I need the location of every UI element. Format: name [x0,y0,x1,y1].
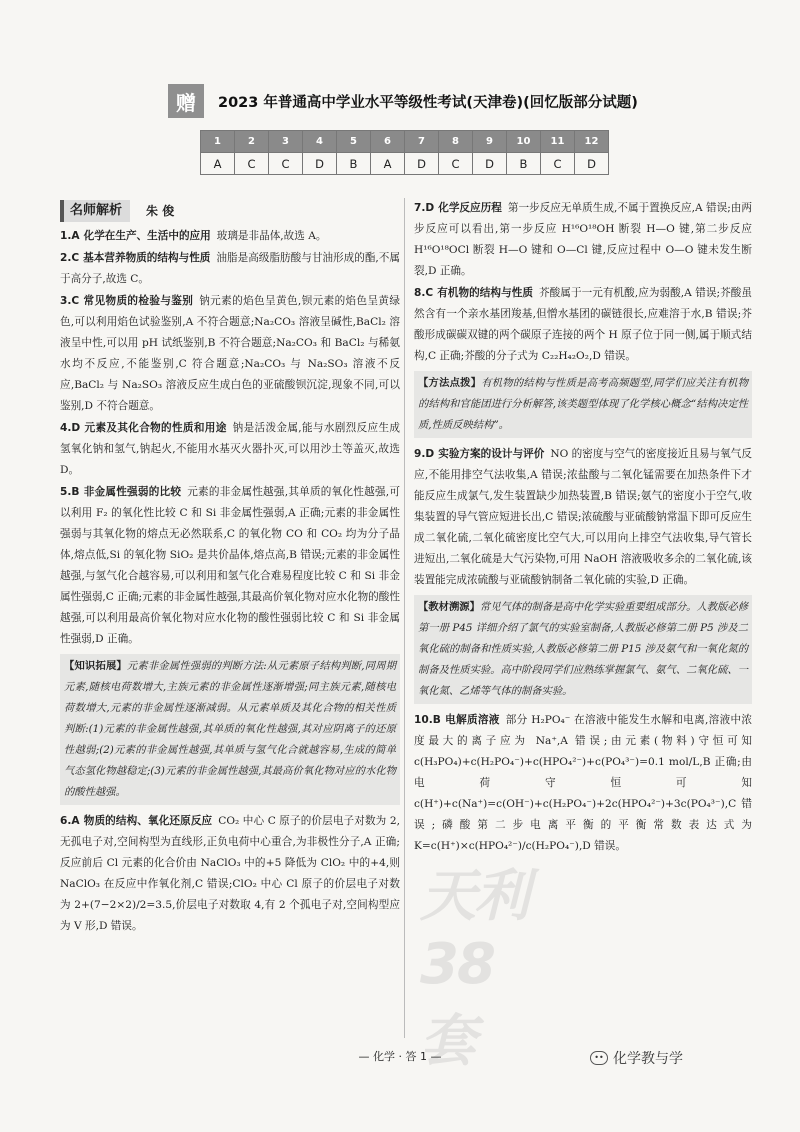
answer-letter: A [371,153,405,175]
item-number: 8.C [414,287,434,299]
page-header [168,84,648,118]
item-number: 1.A [60,230,80,242]
item-topic: 有机物的结构与性质 [437,287,534,299]
answer-explanation [60,418,400,481]
publisher-stamp-watermark: 天利38套 [420,864,528,1074]
answer-letter: D [303,153,337,175]
author-name: 朱 俊 [146,203,175,218]
item-topic: 基本营养物质的结构与性质 [83,252,211,264]
item-text: 钠元素的焰色呈黄色,钡元素的焰色呈黄绿色,可以利用焰色试验鉴别,A 不符合题意;Na₂CO₃ 溶液呈碱性,BaCl₂ 溶液呈中性,可以用 pH 试纸鉴别,B 不符合题意;Na₂CO₃ 和 BaCl₂ 与稀氨水均不反应,不能鉴别,C 符合题意;Na₂CO₃ 与 Na₂SO₃ 溶液不反应,BaCl₂ 与 Na₂SO₃ 溶液反应生成白色的亚硫酸钡沉淀,现象不同,可以鉴别,D 不符合题意。 [60,295,400,412]
item-text: 芥酸属于一元有机酸,应为弱酸,A 错误;芥酸虽然含有一个亲水基团羧基,但憎水基团的碳链很长,应难溶于水,B 错误;芥酸形成碳碳双键的两个碳原子连接的两个 H 原子位于同一侧,属于顺式结构,C 正确;芥酸的分子式为 C₂₂H₄₂O₂,D 错误。 [414,287,753,362]
textbook-source-box [414,595,752,704]
answer-letter: B [507,153,541,175]
box-tag: 【方法点拨】 [418,377,482,389]
question-number: 2 [235,131,269,153]
answer-explanation [414,444,752,591]
item-text: 部分 H₂PO₄⁻ 在溶液中能发生水解和电离,溶液中浓度最大的离子应为 Na⁺,A 错误;由元素(物料)守恒可知 c(H₃PO₄)+c(H₂PO₄⁻)+c(HPO₄²⁻)+c(PO₄³⁻)=0.1 mol/L,B 正确;由电荷守恒可知 c(H⁺)+c(Na⁺)=c(OH⁻)+c(H₂PO₄⁻)+2c(HPO₄²⁻)+3c(PO₄³⁻),C 错误;磷酸第二步电离平衡的平衡常数表达式为 K=c(H⁺)×c(HPO₄²⁻)/c(H₂PO₄⁻),D 错误。 [414,714,752,852]
item-number: 6.A [60,815,80,827]
item-text: 玻璃是非晶体,故选 A。 [216,230,327,242]
gift-badge-icon: 赠 [168,84,204,118]
question-number: 8 [439,131,473,153]
item-text: 第一步反应无单质生成,不属于置换反应,A 错误;由两步反应可以看出,第一步反应 H¹⁶O¹⁸OH 断裂 H—O 键,第二步反应 H¹⁶O¹⁸OCl 断裂 H—O 键和 O—Cl 键,反应过程中 O—O 键未发生断裂,D 正确。 [414,202,752,277]
answer-explanation [60,811,400,937]
knowledge-extension-box [60,654,400,805]
right-column [414,198,752,858]
section-header [60,198,400,224]
answer-explanation [414,283,752,367]
question-number: 10 [507,131,541,153]
answer-letter: D [473,153,507,175]
answer-letter: D [405,153,439,175]
item-number: 2.C [60,252,80,264]
section-tag: 名师解析 [60,200,130,222]
answer-letter-row [201,153,609,175]
item-number: 9.D [414,448,435,460]
box-text: 有机物的结构与性质是高考高频题型,同学们应关注有机物的结构和官能团进行分析解答,该类题型体现了化学核心概念“结构决定性质,性质反映结构”。 [418,377,749,431]
account-watermark [590,1048,683,1068]
item-topic: 电解质溶液 [444,714,500,726]
question-number: 6 [371,131,405,153]
column-divider [404,198,405,1038]
question-number: 3 [269,131,303,153]
item-text: NO 的密度与空气的密度接近且易与氧气反应,不能用排空气法收集,A 错误;浓盐酸与二氧化锰需要在加热条件下才能反应生成氯气,发生装置缺少加热装置,B 错误;氨气的密度小于空气,收集装置的导气管应短进长出,C 错误;浓硫酸与亚硫酸钠常温下即可反应生成二氧化硫,二氧化硫密度比空气大,可以用向上排空气法收集,导气管长进短出,二氧化硫是大气污染物,可用 NaOH 溶液吸收多余的二氧化硫,该装置能完成浓硫酸与亚硫酸钠制备二氧化硫的实验,D 正确。 [414,448,752,586]
question-number: 12 [575,131,609,153]
box-tag: 【教材溯源】 [418,601,480,613]
question-number: 11 [541,131,575,153]
item-topic: 非金属性强弱的比较 [83,486,182,498]
item-topic: 化学在生产、生活中的应用 [83,230,211,242]
answer-letter: C [235,153,269,175]
box-tag: 【知识拓展】 [64,660,127,672]
item-topic: 实验方案的设计与评价 [438,448,545,460]
answer-letter: A [201,153,235,175]
wechat-icon: •• [590,1051,608,1065]
item-number: 7.D [414,202,435,214]
answer-key-table [200,130,609,175]
item-topic: 物质的结构、氧化还原反应 [83,815,213,827]
item-number: 4.D [60,422,81,434]
answer-letter: C [269,153,303,175]
page-footer: — 化学 · 答 1 — [358,1050,442,1063]
question-number: 1 [201,131,235,153]
item-topic: 化学反应历程 [438,202,502,214]
answer-explanation [414,710,752,857]
item-number: 3.C [60,295,80,307]
answer-letter: B [337,153,371,175]
item-number: 5.B [60,486,80,498]
question-number: 4 [303,131,337,153]
method-tip-box [414,371,752,438]
item-topic: 元素及其化合物的性质和用途 [84,422,227,434]
left-column [60,198,400,938]
question-number: 9 [473,131,507,153]
answer-explanation [60,482,400,650]
answer-explanation [60,291,400,417]
item-text: 元素的非金属性越强,其单质的氧化性越强,可以利用 F₂ 的氧化性比较 C 和 Si 非金属性强弱,A 正确;元素的非金属性强弱与其氧化物的熔点无必然联系,C 的氧化物 CO 和 CO₂ 均为分子晶体,熔点低,Si 的氧化物 SiO₂ 是共价晶体,熔点高,B 错误;元素的非金属性越强,与氢气化合越容易,可以利用和氢气化合难易程度比较 C 和 Si 非金属性强弱,C 正确;元素的非金属性越强,其最高价氧化物对应水化物的酸性越强,可以利用最高价氧化物对应水化物的酸性强弱比较 C 和 Si 非金属性强弱,D 正确。 [60,486,401,645]
answer-letter: D [575,153,609,175]
answer-explanation [60,248,400,290]
item-text: CO₂ 中心 C 原子的价层电子对数为 2,无孤电子对,空间构型为直线形,正负电荷中心重合,为非极性分子,A 正确;反应前后 Cl 元素的化合价由 NaClO₃ 中的+5 降低为 ClO₂ 中的+4,则 NaClO₃ 在反应中作氧化剂,C 错误;ClO₂ 中心 Cl 原子的价层电子对数为 2+(7−2×2)/2=3.5,价层电子对数取 4,有 2 个孤电子对,空间构型应为 V 形,D 错误。 [60,815,400,932]
page-title: 2023 年普通高中学业水平等级性考试(天津卷)(回忆版部分试题) [218,94,638,111]
answer-explanation [60,226,400,247]
box-text: 常见气体的制备是高中化学实验重要组成部分。人教版必修第一册 P45 详细介绍了氯气的实验室制备,人教版必修第二册 P5 涉及二氧化硫的制备和性质实验,人教版必修第二册 P15 涉及氨气和一氧化氮的制备及性质实验。高中阶段同学们应熟练掌握氯气、氨气、二氧化硫、一氧化氮、乙烯等气体的制备实验。 [418,601,749,697]
answer-letter: C [439,153,473,175]
watermark-text: 化学教与学 [613,1051,683,1067]
question-number: 5 [337,131,371,153]
question-number: 7 [405,131,439,153]
item-text: 钠是活泼金属,能与水剧烈反应生成氢氧化钠和氢气,钠起火,不能用水基灭火器扑灭,可以用沙土等盖灭,故选 D。 [60,422,400,476]
item-number: 10.B [414,714,441,726]
item-text: 油脂是高级脂肪酸与甘油形成的酯,不属于高分子,故选 C。 [60,252,400,285]
box-text: 元素非金属性强弱的判断方法:从元素原子结构判断,同周期元素,随核电荷数增大,主族元素的非金属性逐渐增强;同主族元素,随核电荷数增大,元素的非金属性逐渐减弱。从元素单质及其化合物的相关性质判断:(1)元素的非金属性越强,其单质的氧化性越强,其对应阴离子的还原性越弱;(2)元素的非金属性越强,其单质与氢气化合就越容易,生成的简单气态氢化物越稳定;(3)元素的非金属性越强,其最高价氧化物对应的水化物的酸性越强。 [64,660,396,798]
answer-letter: C [541,153,575,175]
item-topic: 常见物质的检验与鉴别 [83,295,194,307]
answer-explanation [414,198,752,282]
answer-number-row [201,131,609,153]
